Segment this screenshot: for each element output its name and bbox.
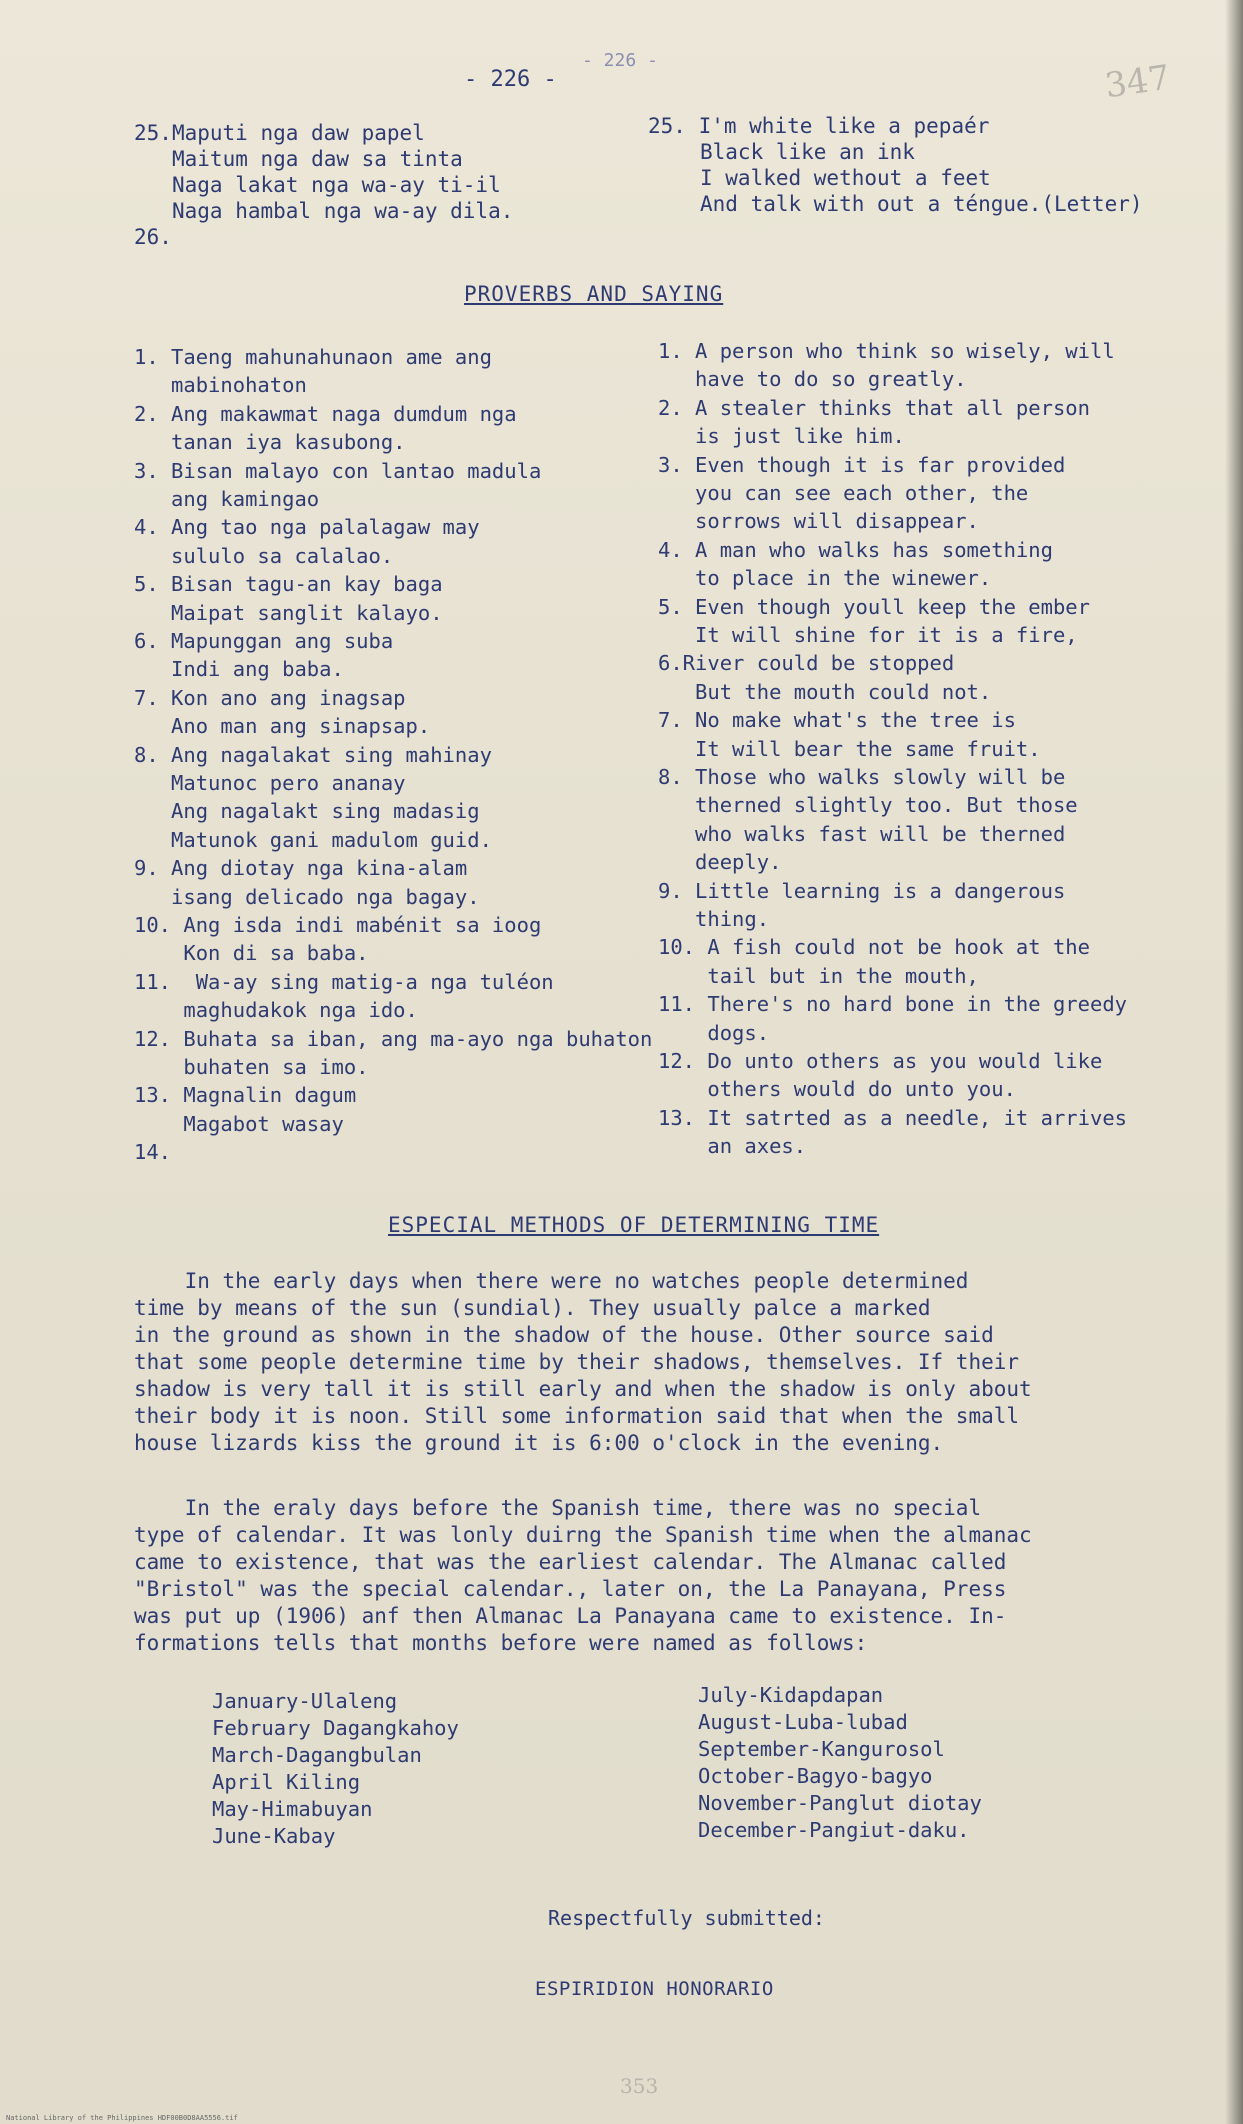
proverb-hiligaynon-line: 11. Wa-ay sing matig-a nga tuléon [134, 969, 554, 994]
proverb-english-line: It will shine for it is a fire, [658, 623, 1078, 647]
proverb-hiligaynon-line: 5. Bisan tagu-an kay baga [134, 572, 443, 597]
paragraph-1-line: in the ground as shown in the shadow of the house. Other source said [134, 1323, 994, 1347]
month-name: July-Kidapdapan [698, 1683, 884, 1707]
proverb-english-line: have to do so greatly. [658, 367, 967, 392]
proverb-hiligaynon-line: Matunok gani madulom guid. [134, 827, 492, 852]
paragraph-2-line: was put up (1906) anf then Almanac La Panayana came to existence. In- [134, 1604, 1007, 1628]
time-paragraph-2 [134, 1495, 1032, 1657]
author-name: ESPIRIDION HONORARIO [535, 1978, 774, 2000]
paragraph-1-line: house lizards kiss the ground it is 6:00 o'clock in the evening. [134, 1431, 944, 1455]
proverb-hiligaynon-line: 4. Ang tao nga palalagaw may [134, 515, 480, 540]
riddle-en-number: 25. [648, 114, 686, 138]
proverb-english-line: deeply. [658, 850, 782, 875]
paragraph-1-line: shadow is very tall it is still early and when the shadow is only about [134, 1377, 1032, 1401]
proverb-hiligaynon-line: ang kamingao [134, 487, 320, 511]
proverb-english-line: you can see each other, the [658, 481, 1029, 505]
proverb-english-line: 3. Even though it is far provided [658, 452, 1066, 477]
proverb-english-line: 12. Do unto others as you would like [658, 1049, 1103, 1073]
paragraph-1-line: their body it is noon. Still some information said that when the small [134, 1404, 1020, 1428]
proverb-hiligaynon-line: 8. Ang nagalakat sing mahinay [134, 742, 492, 767]
proverb-english-line: others would do unto you. [658, 1077, 1016, 1102]
proverb-english-line: dogs. [658, 1020, 770, 1045]
riddle-english [648, 113, 1143, 217]
riddle-hil-line-4: Naga hambal nga wa-ay dila. [172, 199, 514, 223]
month-name: May-Himabuyan [212, 1797, 373, 1821]
proverb-hiligaynon-line: sululo sa calalao. [134, 543, 394, 568]
time-paragraph-1 [134, 1268, 1032, 1457]
proverb-english-line: thing. [658, 907, 770, 931]
proverbs-hiligaynon-column [134, 344, 654, 1174]
proverb-english-line: 6.River could be stopped [658, 651, 955, 676]
proverb-english-line: 7. No make what's the tree is [658, 708, 1016, 733]
proverb-hiligaynon-line: 12. Buhata sa iban, ang ma-ayo nga buhaton [134, 1026, 653, 1051]
proverb-hiligaynon-line: Ang nagalakt sing madasig [134, 799, 480, 824]
proverb-english-line: 5. Even though youll keep the ember [658, 594, 1090, 619]
proverb-english-line: to place in the winewer. [658, 566, 992, 591]
proverb-hiligaynon-line: 9. Ang diotay nga kina-alam [134, 856, 468, 881]
riddle-next-number: 26. [134, 225, 172, 249]
time-heading: ESPECIAL METHODS OF DETERMINING TIME [388, 1213, 880, 1237]
proverb-english-line: who walks fast will be therned [658, 821, 1066, 846]
riddle-hil-text-1: Maputi nga daw papel [171, 121, 425, 145]
riddle-en-line-3: I walked wethout a feet [700, 166, 991, 190]
paragraph-2-line: In the eraly days before the Spanish time, there was no special [134, 1496, 982, 1520]
proverb-hiligaynon-line: Maipat sanglit kalayo. [134, 600, 443, 625]
page-number-typed: - 226 - [464, 67, 557, 92]
proverb-hiligaynon-line: 6. Mapunggan ang suba [134, 629, 394, 653]
proverb-english-line: 1. A person who think so wisely, will [658, 339, 1115, 363]
proverb-hiligaynon-line: isang delicado nga bagay. [134, 884, 480, 909]
archive-footer: National Library of the Philippines HDF00B0D8AA5556.tif [6, 2114, 238, 2122]
paragraph-1-line: time by means of the sun (sundial). They usually palce a marked [134, 1296, 931, 1320]
proverb-english-line: 2. A stealer thinks that all person [658, 395, 1090, 420]
month-name: April Kiling [212, 1770, 361, 1794]
proverb-hiligaynon-line: buhaten sa imo. [134, 1055, 369, 1079]
riddle-en-text-1: I'm white like a pepaér [698, 114, 990, 138]
proverb-hiligaynon-line: Matunoc pero ananay [134, 771, 406, 795]
month-name: March-Dagangbulan [212, 1743, 422, 1767]
riddle-hiligaynon [134, 120, 513, 250]
handwritten-page-number: 347 [1102, 57, 1173, 107]
closing-salutation: Respectfully submitted: [548, 1906, 825, 1930]
riddle-en-line-1 [648, 113, 1143, 139]
months-right-list [698, 1682, 1138, 1862]
month-name: August-Luba-lubad [698, 1710, 908, 1734]
month-name: December-Pangiut-daku. [698, 1818, 970, 1842]
proverb-english-line: 10. A fish could not be hook at the [658, 935, 1090, 960]
proverb-english-line: 4. A man who walks has something [658, 537, 1053, 562]
proverb-english-line: 9. Little learning is a dangerous [658, 878, 1066, 903]
riddle-hil-line-3: Naga lakat nga wa-ay ti-il [172, 173, 501, 197]
proverb-hiligaynon-line: Kon di sa baba. [134, 941, 369, 966]
paragraph-1-line: that some people determine time by their shadows, themselves. If their [134, 1350, 1020, 1374]
months-left-list [212, 1688, 612, 1868]
proverb-english-line: But the mouth could not. [658, 679, 992, 704]
month-name: June-Kabay [212, 1824, 336, 1848]
month-name: November-Panglut diotay [698, 1791, 982, 1815]
proverb-hiligaynon-line: 13. Magnalin dagum [134, 1083, 357, 1108]
proverb-hiligaynon-line: mabinohaton [134, 373, 307, 398]
proverb-hiligaynon-line: 14. [134, 1140, 172, 1165]
proverb-english-line: is just like him. [658, 424, 905, 449]
proverb-english-line: therned slightly too. But those [658, 793, 1078, 818]
proverb-hiligaynon-line: 7. Kon ano ang inagsap [134, 685, 406, 710]
proverb-hiligaynon-line: 1. Taeng mahunahunaon ame ang [134, 345, 492, 369]
proverb-english-line: sorrows will disappear. [658, 509, 979, 534]
riddle-hil-line-2: Maitum nga daw sa tinta [172, 147, 463, 171]
proverb-hiligaynon-line: maghudakok nga ido. [134, 998, 418, 1023]
month-name: January-Ulaleng [212, 1689, 398, 1713]
month-name: October-Bagyo-bagyo [698, 1764, 933, 1788]
proverbs-heading: PROVERBS AND SAYING [464, 282, 724, 306]
riddle-hil-number: 25. [134, 121, 172, 145]
proverb-english-line: an axes. [658, 1134, 807, 1159]
riddle-en-line-4: And talk with out a ténguе.(Letter) [700, 192, 1143, 216]
proverb-hiligaynon-line: Indi ang baba. [134, 657, 344, 682]
proverb-english-line: 8. Those who walks slowly will be [658, 765, 1066, 789]
bottom-handwritten-number: 353 [620, 2074, 659, 2098]
paragraph-1-line: In the early days when there were no watches people determined [134, 1269, 969, 1293]
proverb-english-line: tail but in the mouth, [658, 963, 979, 988]
proverb-hiligaynon-line: Ano man ang sinapsap. [134, 714, 431, 739]
month-name: September-Kangurosol [698, 1737, 945, 1761]
page-number-faint: - 226 - [582, 50, 658, 71]
proverb-hiligaynon-line: tanan iya kasubong. [134, 430, 406, 455]
riddle-en-line-2: Black like an ink [700, 140, 915, 164]
month-name: February Dagangkahoy [212, 1716, 459, 1740]
riddle-hil-line-1 [134, 120, 513, 146]
proverb-english-line: 13. It satrted as a needle, it arrives [658, 1105, 1127, 1130]
proverb-hiligaynon-line: Magabot wasay [134, 1111, 344, 1136]
proverb-hiligaynon-line: 3. Bisan malayo con lantao madula [134, 458, 542, 483]
proverb-hiligaynon-line: 2. Ang makawmat naga dumdum nga [134, 401, 517, 426]
proverbs-english-column [658, 338, 1218, 1168]
paragraph-2-line: type of calendar. It was lonly duirng the Spanish time when the almanac [134, 1523, 1032, 1547]
paragraph-2-line: "Bristol" was the special calendar., later on, the La Panayana, Press [134, 1577, 1007, 1601]
proverb-hiligaynon-line: 10. Ang isda indi mabénit sa ioog [134, 913, 542, 937]
paragraph-2-line: formations tells that months before were named as follows: [134, 1631, 868, 1655]
proverb-english-line: 11. There's no hard bone in the greedy [658, 992, 1127, 1017]
paragraph-2-line: came to existence, that was the earliest calendar. The Almanac called [134, 1550, 1007, 1574]
proverb-english-line: It will bear the same fruit. [658, 736, 1041, 761]
